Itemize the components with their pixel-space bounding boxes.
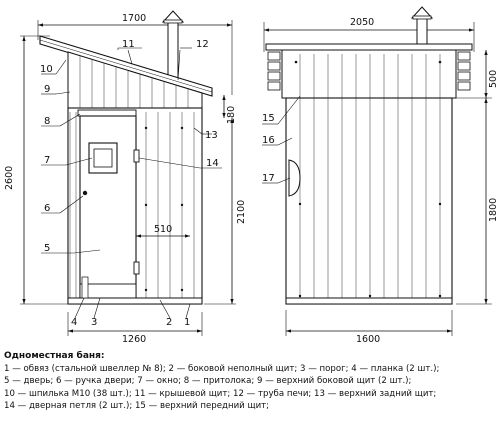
door-hinge-top	[134, 150, 139, 162]
callout-1: 1	[184, 317, 191, 328]
dim-side-height: 1800	[488, 197, 499, 222]
upper-front-shield	[282, 50, 456, 98]
dim-front-width-top: 1700	[122, 13, 147, 24]
callout-11: 11	[122, 39, 135, 50]
dim-front-width-bottom: 1260	[122, 334, 147, 345]
callout-7: 7	[44, 155, 51, 166]
dim-wall-height: 2100	[236, 199, 247, 224]
callout-2: 2	[166, 317, 173, 328]
caption-title: Одноместная баня:	[4, 351, 105, 361]
caption-line-1: 1 — обвяз (стальной швеллер № 8); 2 — боковой неполный щит; 3 — порог; 4 — планка (2 шт.);	[4, 363, 440, 374]
callout-8: 8	[44, 116, 51, 127]
caption-line-2: 5 — дверь; 6 — ручка двери; 7 — окно; 8 — притолока; 9 — верхний боковой щит (2 шт.);	[4, 376, 412, 387]
door-hinge-bottom	[134, 262, 139, 274]
callout-13: 13	[205, 130, 218, 141]
caption	[4, 350, 498, 413]
dim-side-width-bottom: 1600	[356, 334, 381, 345]
door-handle-icon	[83, 191, 87, 195]
callout-17: 17	[262, 173, 275, 184]
dim-window-offset: 510	[154, 224, 173, 235]
callout-14: 14	[206, 158, 219, 169]
door-lintel	[78, 110, 136, 116]
callout-3: 3	[91, 317, 98, 328]
door	[80, 116, 139, 300]
dim-side-top-height: 500	[488, 69, 499, 88]
callout-4: 4	[71, 317, 78, 328]
stove-pipe	[163, 11, 183, 80]
side-stove-pipe	[412, 7, 432, 44]
callout-10: 10	[40, 64, 53, 75]
front-view	[4, 11, 247, 345]
steel-frame	[68, 298, 202, 304]
callout-6: 6	[44, 203, 51, 214]
dim-front-height: 2600	[4, 165, 15, 190]
dim-roof-rise: 180	[226, 105, 237, 124]
callout-5: 5	[44, 243, 51, 254]
callout-16: 16	[262, 135, 275, 146]
dim-side-width-top: 2050	[350, 17, 375, 28]
caption-line-4: 14 — дверная петля (2 шт.); 15 — верхний передний щит;	[4, 401, 270, 412]
caption-line-3: 10 — шпилька М10 (38 шт.); 11 — крышевой щит; 12 — труба печи; 13 — верхний задний щит;	[4, 388, 437, 399]
threshold	[80, 284, 136, 298]
callout-15: 15	[262, 113, 275, 124]
callout-9: 9	[44, 84, 51, 95]
callout-12: 12	[196, 39, 209, 50]
side-view	[262, 7, 499, 345]
